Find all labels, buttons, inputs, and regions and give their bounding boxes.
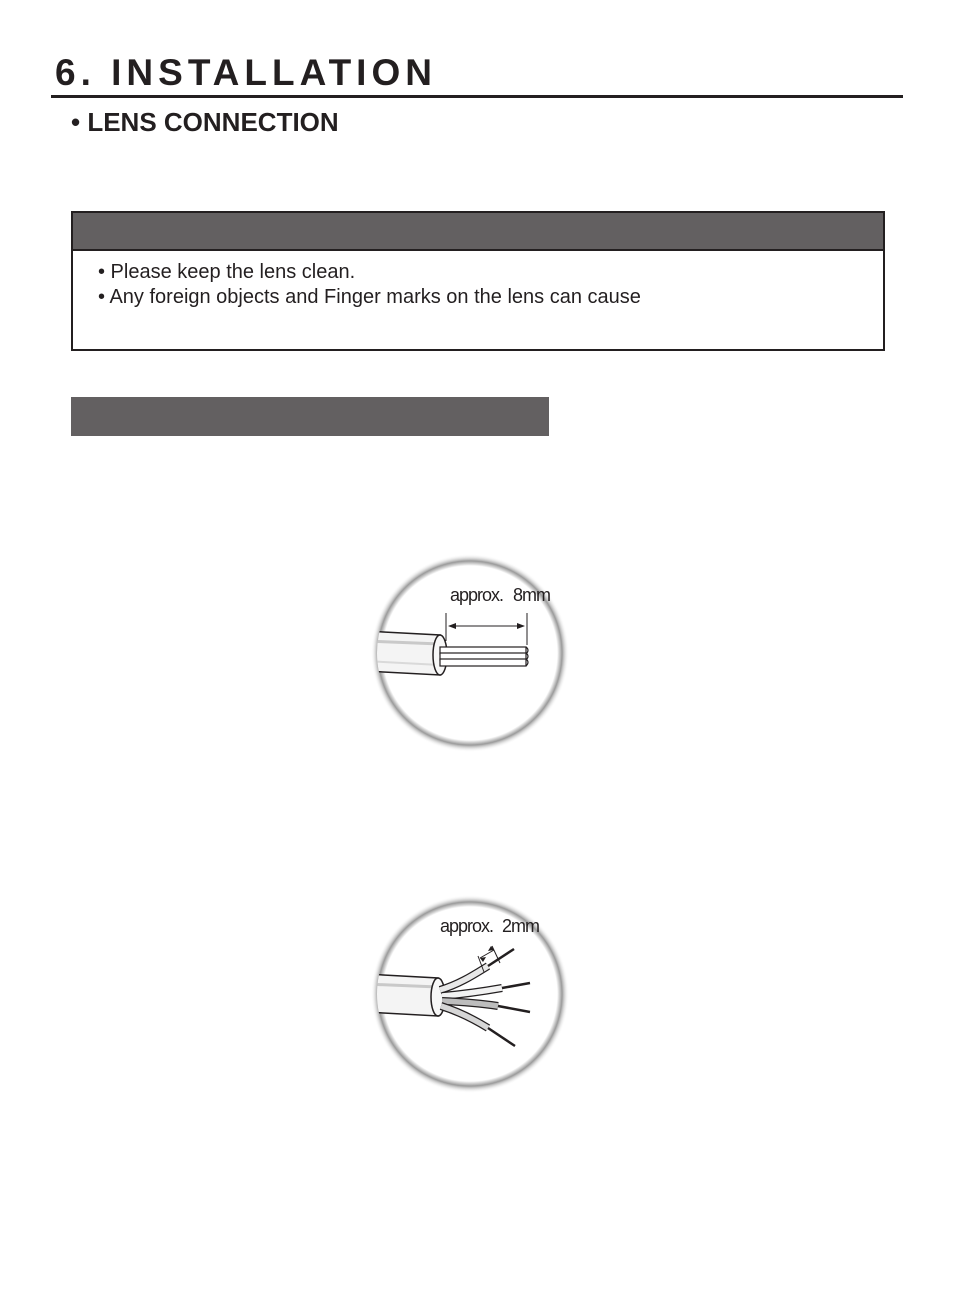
- dimension-label-length: 8mm: [513, 585, 550, 605]
- title-rule: [51, 95, 903, 98]
- subsection-header-bar: [71, 397, 549, 436]
- wire-strip-illustration: [370, 894, 570, 1094]
- dimension-label-length: 2mm: [502, 916, 539, 936]
- caution-line-keep-clean: • Please keep the lens clean.: [98, 261, 356, 283]
- caution-line-foreign-objects: • Any foreign objects and Finger marks on the lens can cause: [98, 286, 641, 308]
- caution-body: [73, 251, 883, 310]
- section-title: 6. INSTALLATION: [55, 52, 437, 93]
- sheath-strip-illustration: [370, 553, 570, 753]
- subheading-lens-connection: • LENS CONNECTION: [71, 107, 339, 137]
- caution-box: [71, 211, 885, 351]
- dimension-label-approx: approx.: [440, 916, 494, 936]
- caution-header-bar: [73, 213, 883, 251]
- dimension-label-approx: approx.: [450, 585, 504, 605]
